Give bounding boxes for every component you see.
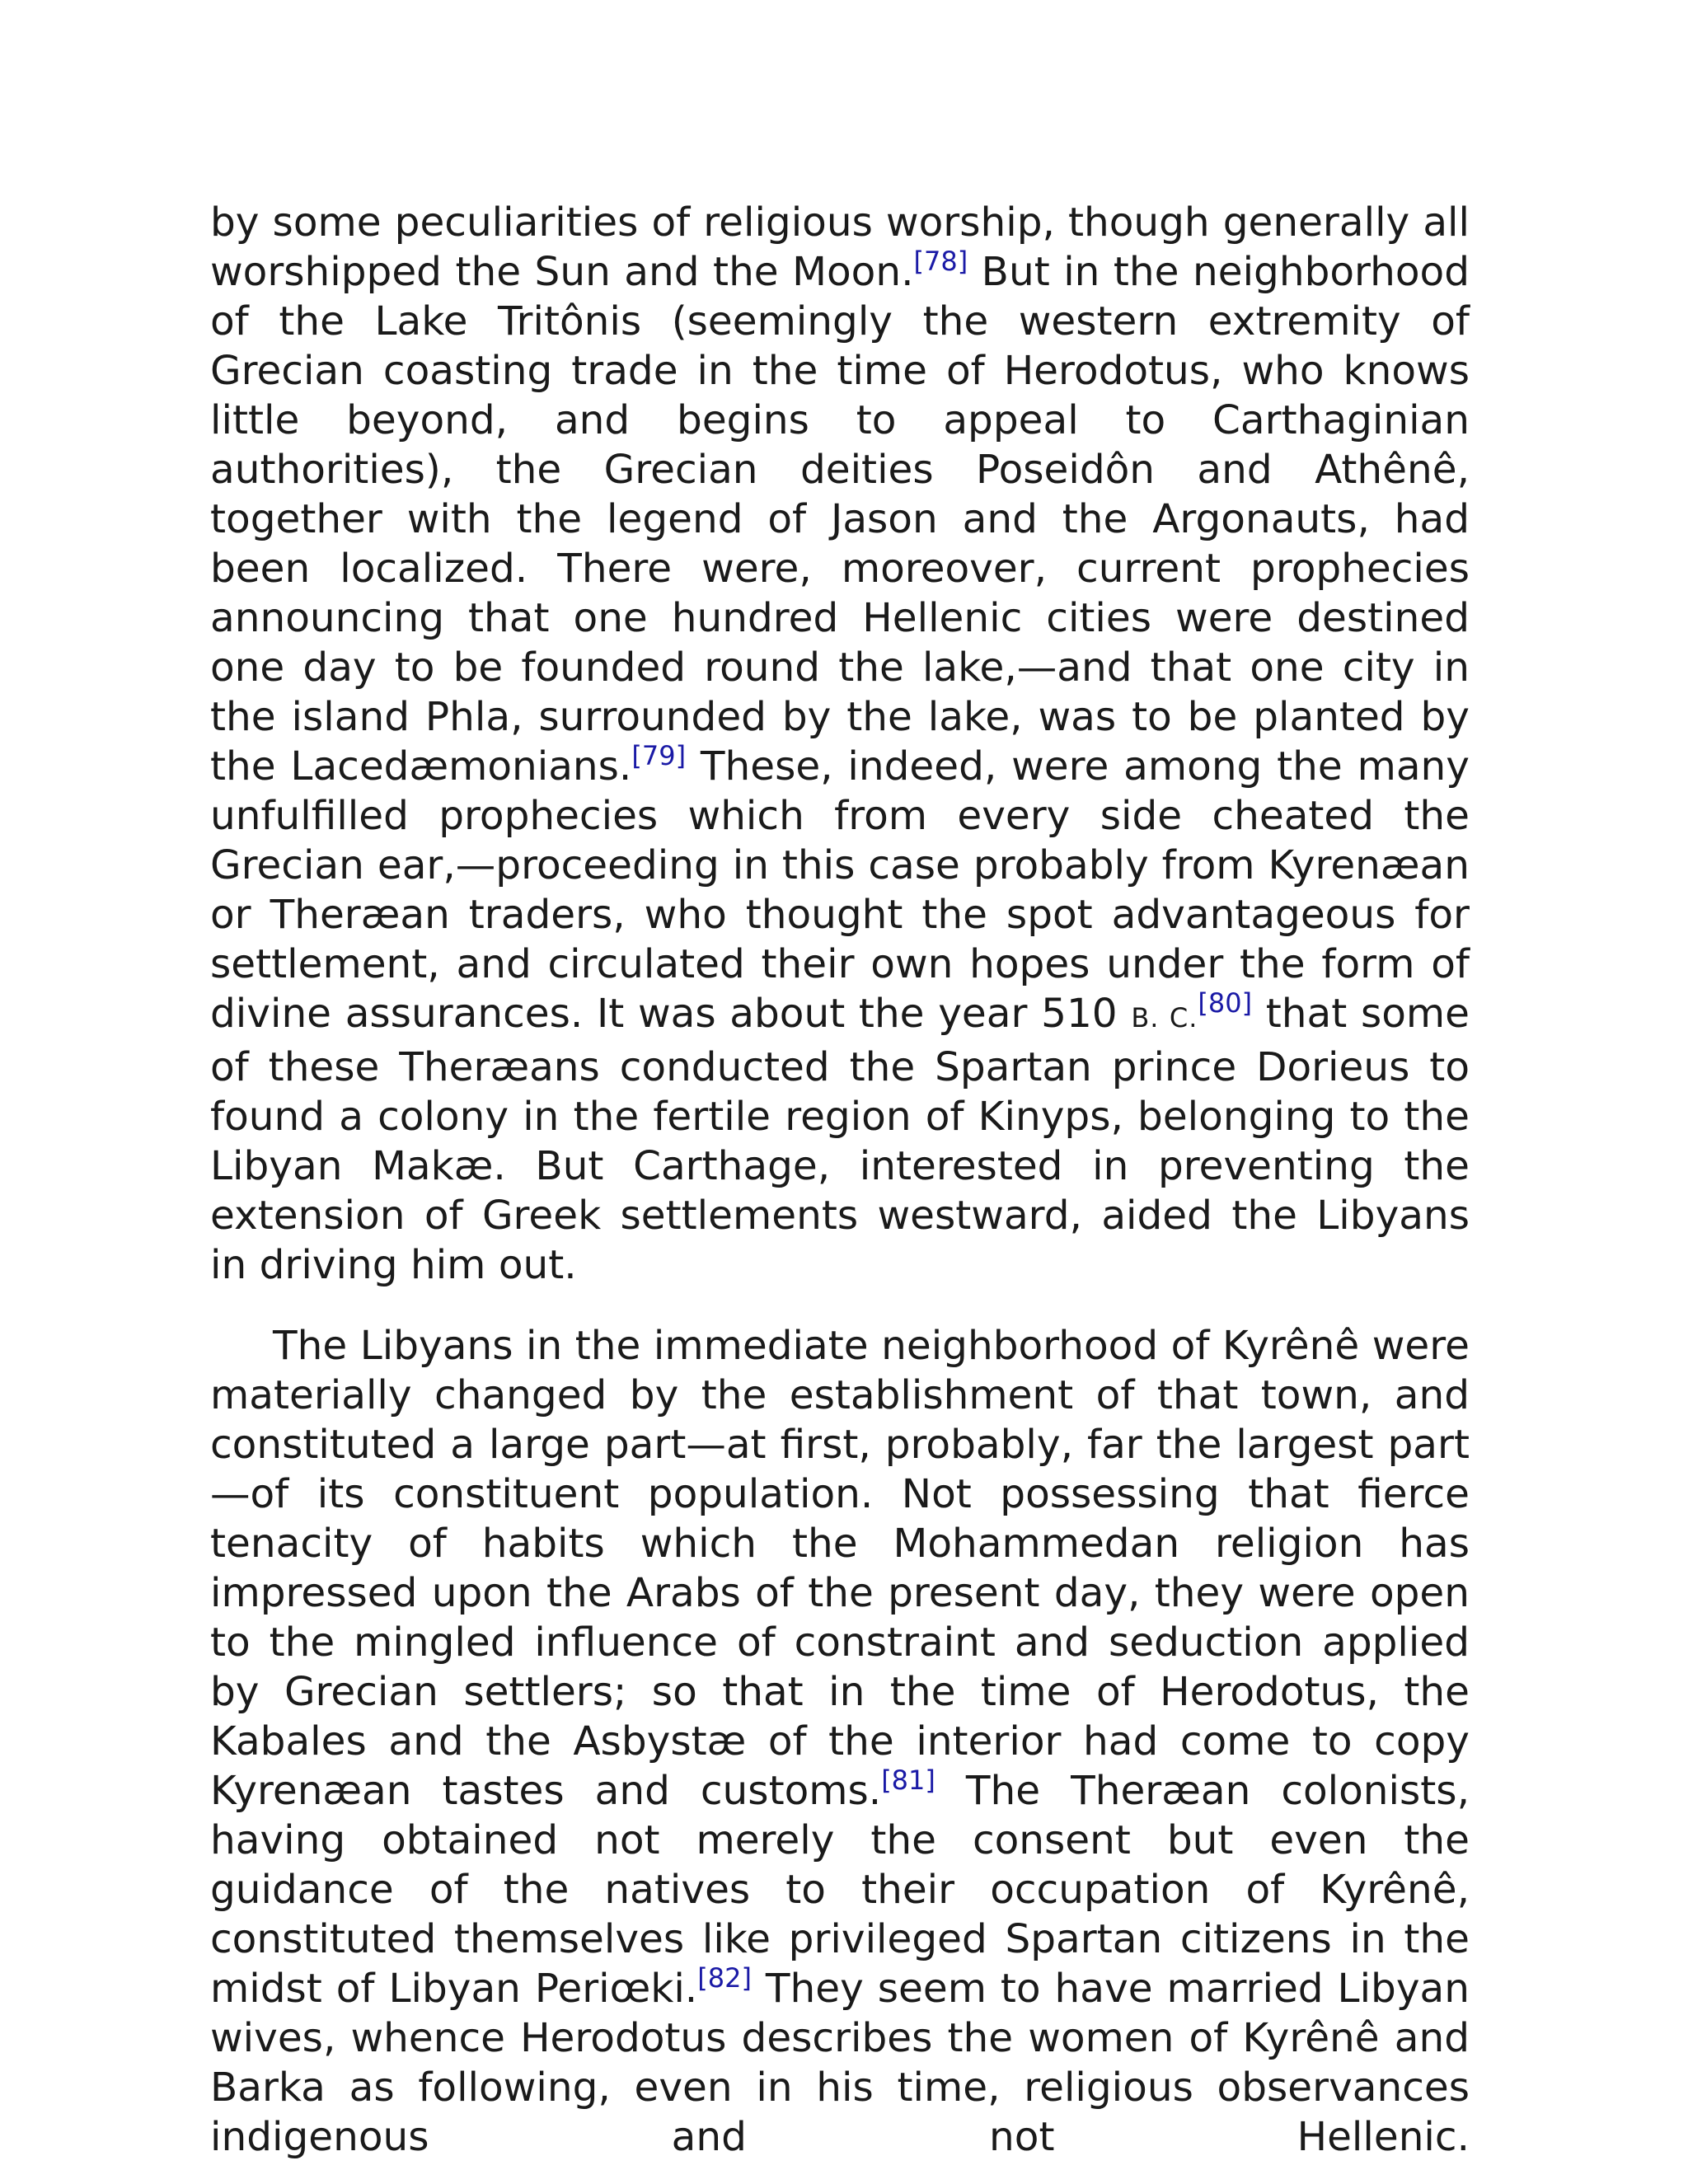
text-segment: But in the neighborhood of the Lake Tritônis (seemingly the western extremity of Grecian coasting trade in the time of Herodotus, who knows little beyond, and begins to appeal to Carthaginian authorities), the Grecian deities Poseidôn and Athênê, together with the legend of Jason and the Argonauts, had been localized. There were, moreover, current prophecies announcing that one hundred Hellenic cities were destined one day to be founded round the lake,—and that one city in the island Phla, surrounded by the lake, was to be planted by the Lacedæmonians. (210, 249, 1470, 790)
footnote-link-78[interactable]: [78] (913, 246, 968, 277)
era-abbreviation: B. C. (1131, 1002, 1198, 1033)
footnote-link-82[interactable]: [82] (697, 1962, 752, 1994)
text-segment: that some of these Theræans conducted the Spartan prince Dorieus to found a colony in the fertile region of Kinyps, belonging to the Libyan Makæ. But Carthage, interested in preventing the extension of Greek settlements westward, aided the Libyans in driving him out. (210, 991, 1470, 1288)
paragraph-1 (210, 198, 1470, 1290)
document-page (210, 198, 1470, 2162)
text-segment: The Theræan colonists, having obtained not merely the consent but even the guidance of the natives to their occupation of Kyrênê, constituted themselves like privileged Spartan citizens in the midst of Libyan Periœki. (210, 1768, 1470, 2012)
text-segment: The Libyans in the immediate neighborhood of Kyrênê were materially changed by the establishment of that town, and constituted a large part—at first, probably, far the largest part—of its constituent population. Not possessing that fierce tenacity of habits which the Mohammedan religion has impressed upon the Arabs of the present day, they were open to the mingled influence of constraint and seduction applied by Grecian settlers; so that in the time of Herodotus, the Kabales and the Asbystæ of the interior had come to copy Kyrenæan tastes and customs. (210, 1323, 1470, 1814)
footnote-link-81[interactable]: [81] (881, 1765, 935, 1796)
footnote-link-80[interactable]: [80] (1198, 987, 1253, 1019)
text-segment: They seem to have married Libyan wives, whence Herodotus describes the women of Kyrênê and Barka as following, even in his time, religious observances indigenous and not Hellenic. (210, 1966, 1470, 2160)
paragraph-2 (210, 1321, 1470, 2162)
text-segment: These, indeed, were among the many unfulfilled prophecies which from every side cheated the Grecian ear,—proceeding in this case probably from Kyrenæan or Theræan traders, who thought the spot advantageous for settlement, and circulated their own hopes under the form of divine assurances. It was about the year 510 (210, 743, 1470, 1037)
text-segment: by some peculiarities of religious worship, though generally all worshipped the Sun and the Moon. (210, 199, 1470, 295)
footnote-link-79[interactable]: [79] (631, 740, 687, 771)
